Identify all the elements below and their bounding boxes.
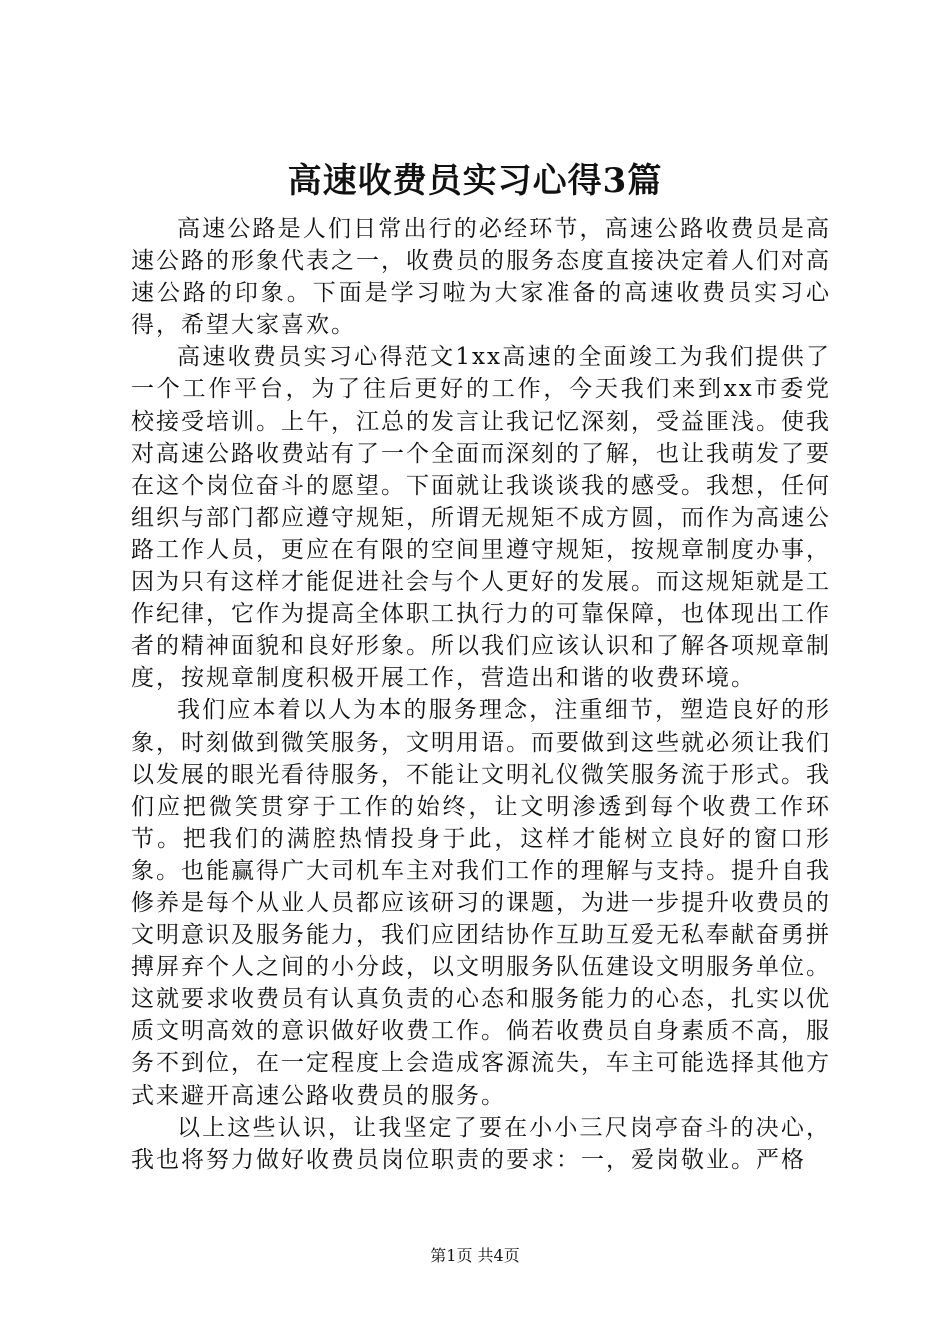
document-body: [131, 213, 831, 1176]
paragraph-resolution: 以上这些认识，让我坚定了要在小小三尺岗亭奋斗的决心，我也将努力做好收费员岗位职责的要求：一，爱岗敬业。严格: [131, 1114, 831, 1173]
document-title: 高速收费员实习心得3篇: [287, 161, 663, 201]
page-footer: 第1页 共4页: [430, 1246, 520, 1265]
paragraph-intro: 高速公路是人们日常出行的必经环节，高速公路收费员是高速公路的形象代表之一，收费员的服务态度直接决定着人们对高速公路的印象。下面是学习啦为大家准备的高速收费员实习心得，希望大家喜欢。: [131, 216, 831, 339]
paragraph-service-concept: 我们应本着以人为本的服务理念，注重细节，塑造良好的形象，时刻做到微笑服务，文明用语。而要做到这些就必须让我们以发展的眼光看待服务，不能让文明礼仪微笑服务流于形式。我们应把微笑贯穿于工作的始终，让文明渗透到每个收费工作环节。把我们的满腔热情投身于此，这样才能树立良好的窗口形象。也能赢得广大司机车主对我们工作的理解与支持。提升自我修养是每个从业人员都应该研习的课题，为进一步提升收费员的文明意识及服务能力，我们应团结协作互助互爱无私奉献奋勇拼搏屏弃个人之间的小分歧，以文明服务队伍建设文明服务单位。这就要求收费员有认真负责的心态和服务能力的心态，扎实以优质文明高效的意识做好收费工作。倘若收费员自身素质不高，服务不到位，在一定程度上会造成客源流失，车主可能选择其他方式来避开高速公路收费员的服务。: [131, 697, 831, 1109]
paragraph-sample-one: 高速收费员实习心得范文1xx高速的全面竣工为我们提供了一个工作平台，为了往后更好的工作，今天我们来到xx市委党校接受培训。上午，江总的发言让我记忆深刻，受益匪浅。使我对高速公路收费站有了一个全面而深刻的了解，也让我萌发了要在这个岗位奋斗的愿望。下面就让我谈谈我的感受。我想，任何组织与部门都应遵守规矩，所谓无规矩不成方圆，而作为高速公路工作人员，更应在有限的空间里遵守规矩，按规章制度办事，因为只有这样才能促进社会与个人更好的发展。而这规矩就是工作纪律，它作为提高全体职工执行力的可靠保障，也体现出工作者的精神面貌和良好形象。所以我们应该认识和了解各项规章制度，按规章制度积极开展工作，营造出和谐的收费环境。: [131, 344, 831, 692]
